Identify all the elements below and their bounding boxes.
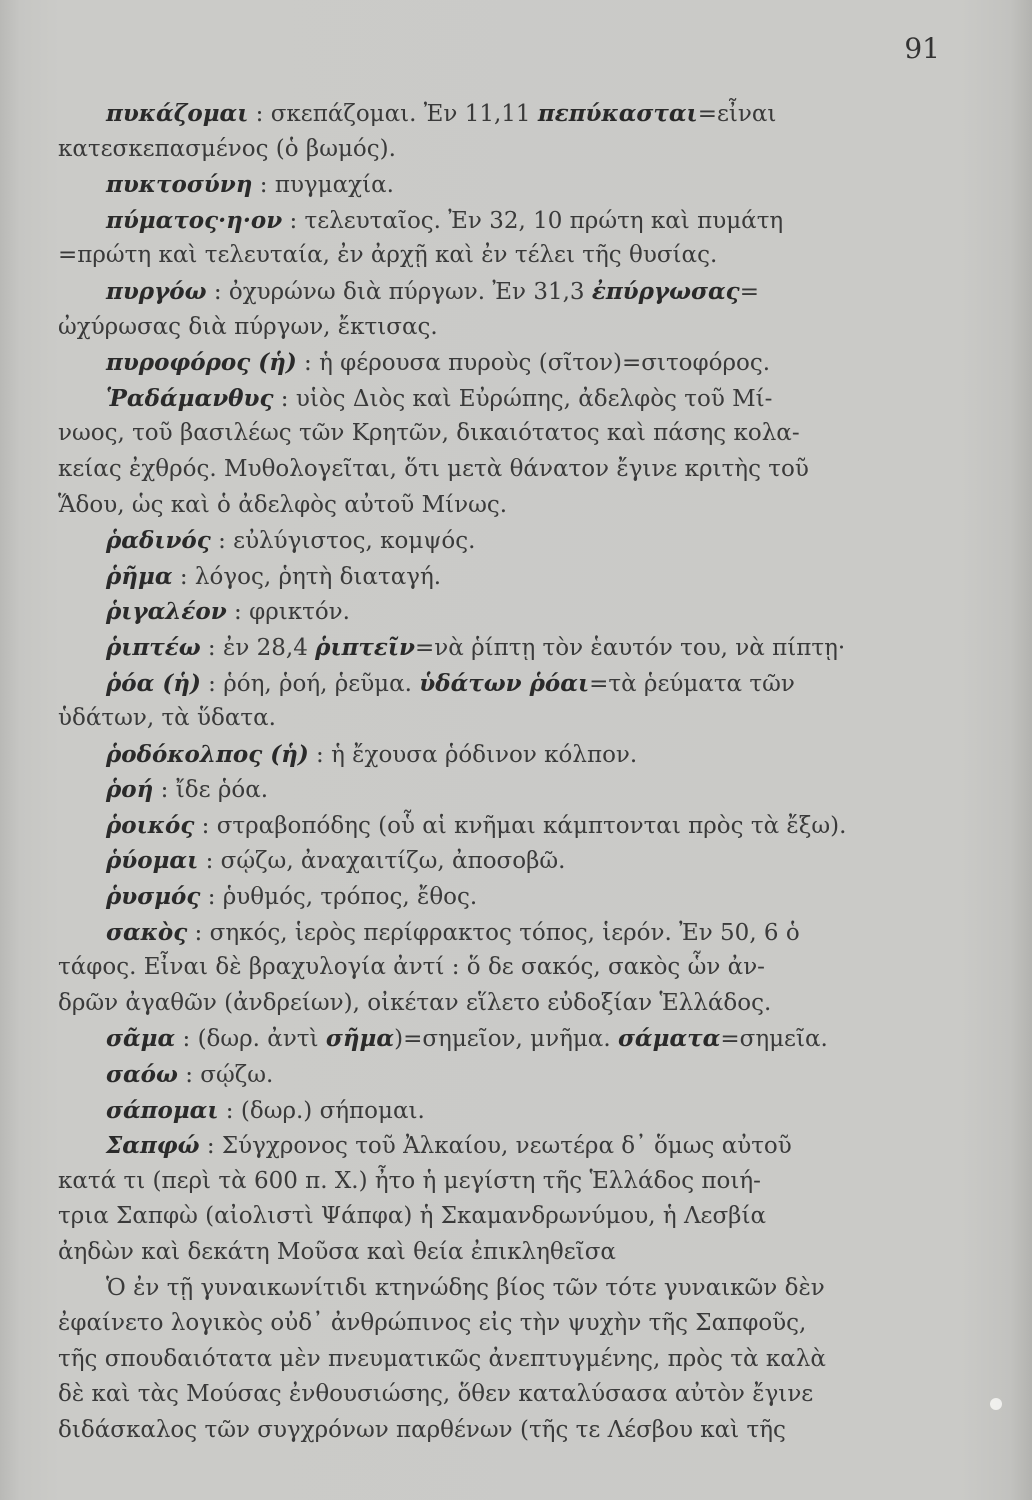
text-line — [58, 345, 948, 381]
text-line — [58, 238, 948, 274]
definition-text: διδάσκαλος τῶν συγχρόνων παρθένων (τῆς τε Λέσβου καὶ τῆς — [58, 1416, 786, 1443]
headword: ῥοικός — [106, 811, 195, 839]
text-line — [58, 879, 948, 915]
definition-text: δρῶν ἀγαθῶν (ἀνδρείων), οἰκέταν εἵλετο εὐδοξίαν Ἑλλάδος. — [58, 989, 772, 1016]
definition-text: =εἶναι — [697, 101, 777, 127]
definition-text: κατεσκεπασμένος (ὁ βωμός). — [58, 135, 396, 162]
headword: σακὸς — [106, 918, 188, 946]
definition-text: : ἐν 28,4 — [200, 634, 316, 661]
text-line — [58, 808, 948, 844]
definition-text: τάφος. Εἶναι δὲ βραχυλογία ἀντί : ὅ δε σακός, σακὸς ὧν ἀν- — [58, 954, 765, 981]
text-line — [58, 701, 948, 737]
headword: πυργόω — [106, 277, 207, 305]
definition-text: : σκεπάζομαι. Ἐν 11,11 — [248, 101, 538, 127]
text-line — [58, 737, 948, 773]
text-line — [58, 666, 948, 702]
definition-text: ὑδάτων, τὰ ὕδατα. — [58, 705, 276, 732]
text-line — [58, 772, 948, 808]
headword: ῥοή — [106, 776, 154, 804]
definition-text: νωος, τοῦ βασιλέως τῶν Κρητῶν, δικαιότατος καὶ πάσης κολα- — [58, 420, 800, 447]
definition-text: : σῴζω, ἀναχαιτίζω, ἀποσοβῶ. — [198, 848, 566, 875]
definition-text: )=σημεῖον, μνῆμα. — [394, 1026, 618, 1053]
definition-text: : ῥυθμός, τρόπος, ἔθος. — [200, 884, 478, 911]
text-line — [58, 1128, 948, 1164]
definition-text: : (δωρ. ἀντὶ — [175, 1026, 326, 1053]
text-line — [58, 1235, 948, 1271]
definition-text: τρια Σαπφὼ (αἰολιστὶ Ψάπφα) ἡ Σκαμανδρωνύμου, ἡ Λεσβία — [58, 1203, 767, 1230]
definition-text: κατά τι (περὶ τὰ 600 π. Χ.) ἦτο ἡ μεγίστη τῆς Ἑλλάδος ποιή- — [58, 1167, 761, 1194]
text-line — [58, 1164, 948, 1200]
text-line — [58, 1093, 948, 1129]
text-line — [58, 950, 948, 986]
definition-text: : ἡ φέρουσα πυροὺς (σῖτον)=σιτοφόρος. — [296, 350, 771, 377]
headword: σάματα — [617, 1025, 721, 1053]
definition-text: : στραβοπόδης (οὗ αἱ κνῆμαι κάμπτονται πρὸς τὰ ἔξω). — [194, 812, 847, 839]
text-line — [58, 1199, 948, 1235]
definition-text: : ἴδε ῥόα. — [153, 777, 269, 804]
definition-text: : σηκός, ἱερὸς περίφρακτος τόπος, ἱερόν. Ἐν 50, 6 ὁ — [187, 919, 800, 946]
text-line — [58, 559, 948, 595]
definition-text: : εὐλύγιστος, κομψός. — [210, 528, 476, 555]
text-line — [58, 986, 948, 1022]
text-line — [58, 203, 948, 239]
headword: σᾶμα — [106, 1025, 176, 1053]
text-line — [58, 1413, 948, 1449]
definition-text: δὲ καὶ τὰς Μούσας ἐνθουσιώσης, ὅθεν καταλύσασα αὐτὸν ἔγινε — [58, 1381, 814, 1408]
text-line — [58, 1271, 948, 1307]
text-line — [58, 416, 948, 452]
text-line — [58, 1342, 948, 1378]
text-line — [58, 132, 948, 168]
text-line — [58, 96, 948, 132]
text-line — [58, 167, 948, 203]
text-line — [58, 310, 948, 346]
definition-text: = — [739, 278, 759, 305]
definition-text: Ἅδου, ὡς καὶ ὁ ἀδελφὸς αὐτοῦ Μίνως. — [58, 491, 508, 518]
definition-text: : φρικτόν. — [226, 599, 350, 626]
definition-text: : ὀχυρώνω διὰ πύργων. Ἐν 31,3 — [206, 278, 592, 305]
text-line — [58, 488, 948, 524]
definition-text: : πυγμαχία. — [252, 172, 394, 199]
headword: ῥύομαι — [106, 847, 199, 875]
headword: σαόω — [106, 1061, 178, 1089]
text-line — [58, 274, 948, 310]
definition-text: =πρώτη καὶ τελευταία, ἐν ἀρχῇ καὶ ἐν τέλει τῆς θυσίας. — [58, 242, 718, 269]
text-line — [58, 915, 948, 951]
paper-spot — [990, 1398, 1002, 1410]
definition-text: ἀηδὼν καὶ δεκάτη Μοῦσα καὶ θεία ἐπικληθεῖσα — [58, 1239, 616, 1265]
page-number: 91 — [904, 32, 940, 65]
text-line — [58, 594, 948, 630]
headword: ῥαδινός — [106, 527, 211, 555]
definition-text: : λόγος, ῥητὴ διαταγή. — [172, 563, 442, 590]
headword: πεπύκασται — [537, 100, 698, 127]
text-line — [58, 523, 948, 559]
headword: πυκάζομαι — [106, 100, 249, 127]
glossary-text — [58, 96, 948, 1449]
headword: πύματος·η·ον — [106, 206, 283, 234]
definition-text: : τελευταῖος. Ἐν 32, 10 πρώτη καὶ πυμάτη — [282, 207, 784, 234]
text-line — [58, 1021, 948, 1057]
definition-text: Ὁ ἐν τῇ γυναικωνίτιδι κτηνώδης βίος τῶν τότε γυναικῶν δὲν — [106, 1274, 825, 1301]
headword: σάπομαι — [106, 1096, 219, 1124]
headword: Ῥαδάμανθυς — [106, 384, 274, 412]
text-line — [58, 1306, 948, 1342]
headword: σῆμα — [325, 1025, 395, 1053]
text-line — [58, 381, 948, 417]
headword: Σαπφώ — [106, 1132, 200, 1160]
definition-text: ἐφαίνετο λογικὸς οὐδ᾽ ἀνθρώπινος εἰς τὴν ψυχὴν τῆς Σαπφοῦς, — [58, 1310, 807, 1337]
headword: ῥιγαλέον — [106, 598, 227, 626]
headword: ῥοδόκολπος (ἡ) — [106, 740, 309, 768]
headword: ῥόα (ἡ) — [106, 669, 201, 697]
definition-text: =νὰ ῥίπτῃ τὸν ἑαυτόν του, νὰ πίπτῃ· — [414, 634, 846, 661]
definition-text: =σημεῖα. — [720, 1026, 828, 1053]
headword: ῥῆμα — [106, 562, 173, 590]
definition-text: : υἱὸς Διὸς καὶ Εὐρώπης, ἀδελφὸς τοῦ Μί- — [273, 385, 773, 412]
definition-text: : (δωρ.) σήπομαι. — [218, 1097, 425, 1124]
text-line — [58, 630, 948, 666]
definition-text: ὠχύρωσας διὰ πύργων, ἔκτισας. — [58, 313, 438, 340]
text-line — [58, 452, 948, 488]
headword: ῥιπτεῖν — [315, 633, 415, 661]
headword: πυροφόρος (ἡ) — [106, 349, 297, 377]
definition-text: =τὰ ῥεύματα τῶν — [589, 670, 795, 697]
definition-text: : ἡ ἔχουσα ῥόδινον κόλπον. — [308, 741, 638, 768]
definition-text: : ῥόη, ῥοή, ῥεῦμα. — [200, 670, 420, 697]
definition-text: τῆς σπουδαιότατα μὲν πνευματικῶς ἀνεπτυγμένης, πρὸς τὰ καλὰ — [58, 1345, 826, 1372]
headword: ὑδάτων ῥόαι — [419, 669, 590, 697]
headword: ῥιπτέω — [106, 633, 201, 661]
headword: πυκτοσύνη — [106, 171, 253, 199]
text-line — [58, 843, 948, 879]
definition-text: : σῴζω. — [177, 1062, 274, 1089]
text-line — [58, 1057, 948, 1093]
headword: ἐπύργωσας — [591, 277, 740, 305]
text-line — [58, 1377, 948, 1413]
headword: ῥυσμός — [106, 883, 201, 911]
definition-text: κείας ἐχθρός. Μυθολογεῖται, ὅτι μετὰ θάνατον ἔγινε κριτὴς τοῦ — [58, 455, 809, 482]
definition-text: : Σύγχρονος τοῦ Ἀλκαίου, νεωτέρα δ᾽ ὅμως αὐτοῦ — [199, 1133, 792, 1160]
